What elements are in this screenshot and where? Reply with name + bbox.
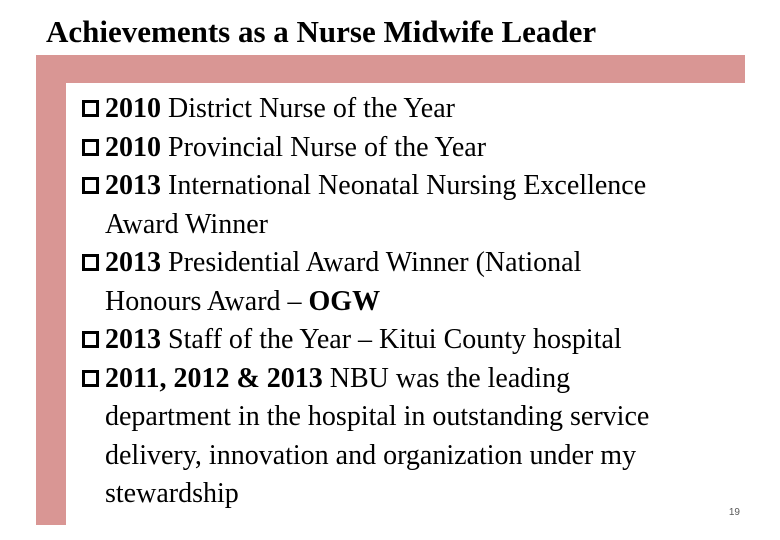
checkbox-bullet-icon xyxy=(82,331,99,348)
achievement-text-continued: delivery, innovation and organization under my xyxy=(105,439,637,471)
achievement-text-part: Honours Award – xyxy=(105,285,302,317)
achievement-text: Provincial Nurse of the Year xyxy=(168,131,487,163)
achievement-text: Staff of the Year – Kitui County hospital xyxy=(168,324,622,355)
achievement-item xyxy=(82,244,772,321)
achievement-item xyxy=(82,129,772,168)
achievement-text-continued: department in the hospital in outstanding service xyxy=(105,401,650,432)
achievement-list xyxy=(82,90,772,514)
achievement-year: 2010 xyxy=(105,93,161,124)
slide-title: Achievements as a Nurse Midwife Leader xyxy=(46,14,597,49)
checkbox-bullet-icon xyxy=(82,100,99,117)
achievement-text-continued xyxy=(105,283,772,322)
achievement-text-continued: stewardship xyxy=(105,478,239,509)
checkbox-bullet-icon xyxy=(82,177,99,194)
award-abbreviation: OGW xyxy=(308,285,381,317)
checkbox-bullet-icon xyxy=(82,139,99,156)
achievement-text: District Nurse of the Year xyxy=(168,93,455,124)
accent-band-top xyxy=(36,55,745,83)
achievement-text-continued: Award Winner xyxy=(105,208,268,240)
achievement-year: 2013 xyxy=(105,170,161,201)
achievement-year: 2013 xyxy=(105,324,161,355)
checkbox-bullet-icon xyxy=(82,254,99,271)
achievement-text: NBU was the leading xyxy=(329,362,571,394)
achievement-item xyxy=(82,167,772,244)
achievement-item xyxy=(82,321,772,360)
achievement-year: 2013 xyxy=(105,247,161,278)
achievement-year: 2010 xyxy=(105,131,161,163)
accent-band-left xyxy=(36,55,66,525)
achievement-year: 2011, 2012 & 2013 xyxy=(105,362,323,394)
checkbox-bullet-icon xyxy=(82,370,99,387)
achievement-item xyxy=(82,360,772,514)
achievement-text: Presidential Award Winner (National xyxy=(168,247,582,278)
achievement-item xyxy=(82,90,772,129)
achievement-text: International Neonatal Nursing Excellence xyxy=(168,170,647,201)
page-number: 19 xyxy=(728,507,740,518)
